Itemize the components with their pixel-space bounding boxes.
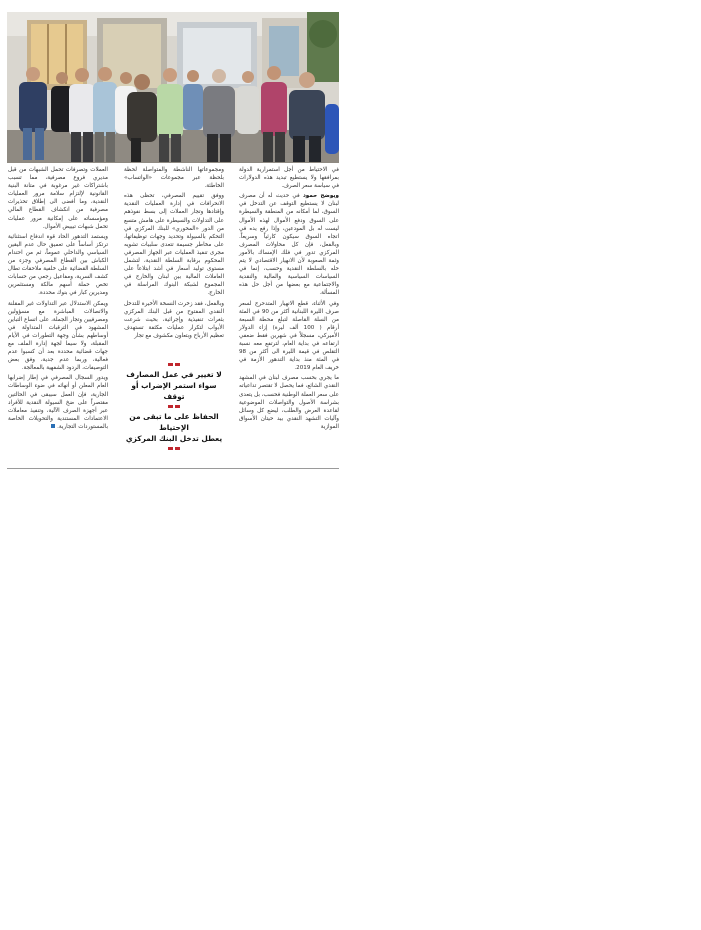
- paragraph: ما يجري بحسب مصرف لبنان في المشهد النقدي الشائع، فما يحصل لا تقتصر تداعياته على سعر العملة الوطنية فحسب، بل يتعدى بشراسة الأصول والتواصلات الموضوعية لقاعدة العرض والطلب، ليضع كل وسائل وآليات التشهد النقدي بيد حيتان الأسواق الموازية: [239, 375, 339, 430]
- paragraph: وفي الأثناء، قطع الانهيار المتدحرج لسعر صرف الليرة اللبنانية أكثر من 90 في المئة من السلة القاصلة لتبلغ محطة السبعة أرقام ( 100 ألف ليرة) إزاء الدولار الأميركي، مسجلاً في شهرين فقط ضعفي ارتفاعه في بداية العام، لترتفع معه نسبة التقلص في قيمة الليرة الى أكثر من 98 في المئة منذ بداية التدهور الأزمة في خريف العام 2019.: [239, 300, 339, 372]
- paragraph: [239, 192, 339, 297]
- paragraph-text: ويدور السجال المصرفي في إطار إضرابها العام المعلن أو أنهائه في ضوء الوساطات الجارية، فإن العمل سيبقى في الحالتين مقتصراً على ضخ السيولة النقدية للأفراد عبر أجهزة الصرف الآلية، وتنفيذ معاملات الاعتمادات المستندية والتحويلات الخاصة بالمستوردات التجارية.: [8, 375, 108, 430]
- article-column-left: [8, 166, 108, 433]
- paragraph-text: في حديث له أن مصرف لبنان لا يستطيع التوقف عن التدخل في السوق، لما أمكانه من المنطقة والسيطرة على السوق ودفع الأموال لهذه الأموال ليست له بل المودعين، وإذا رفع يده في اتجاه السوق سيكون كارثياً وسريعاً. وبالفعل، فإن كل محاولات المصرف المركزي تدور في فلك الإمساك بالأمور وثمة الصعوبة لأن الانهيار الاقتصادي لا يتم حله بالسلطة النقدية وحسب، إنما في السياسات السياسية والمالية والنقدية والاجتماعية مع بعضها من أجل حل هذه المسألة.: [239, 193, 339, 297]
- paragraph: ويمكن الاستدلال عبر التداولات غير المقلنة والاتصالات المباشرة مع مسؤولين ومصرفيين وتجار الجملة، على اتساع التباين المشهود في الترقبات المتداولة في أوساطهم بشأن وجهة التطورات في الأيام المقبلة، ولا سيما لجهة إدارة الملف مع جهات قضائية محددة بعد أن كسبوا عدم فعالية، وربما عدم جدية، وفق بعض التوصيفات، الردود الشفهية بالمعالجة.: [8, 300, 108, 372]
- quote-marker-icon: [124, 405, 224, 408]
- quote-marker-icon: [124, 447, 224, 450]
- paragraph: [8, 374, 108, 431]
- news-photo: [7, 12, 339, 163]
- pull-quote-line: الحفاظ على ما تبقى من الإحتياط: [129, 412, 219, 432]
- paragraph: ومجموعاتها الناشطة والمتواصلة لحظة بلحظة عبر مجموعات «الواتساب» الخاطئة.: [124, 167, 224, 190]
- paragraph: العملات وتصرفات تحمل الشبهات من قبل مديري فروع مصرفية، مما تسبب باشتراكات غير مرغوبة في متانة البنية القانونية لإلتزام سلامة مرور العمليات النقدية، وما أفضى الى إطلاق تحذيرات مصرفية من انكشاف القطاع المالي ومؤسساته على إمكانية مرور عمليات تحمل شبهات تبييض الأموال.: [8, 167, 108, 230]
- pull-quote: [124, 360, 224, 453]
- bottom-rule: [7, 468, 339, 469]
- paragraph: ووفق تقييم المصرفي، تحظى هذه الانحرافات في إدارة العمليات النقدية وإقتادها وتجار العملات إلى بسط نفوذهم على التداولات والسيطرة على هامش متسع من الدور «المحوري» للبنك المركزي في التحكم بالسيولة وتحديد وجهات توظيفاتها، على مخاطر جسيمة تتعدى سلبيات تشويه مجرى تنفيذ العمليات عبر الجهاز المصرفي المحكوم برقابة السلطة النقدية، لتشمل مستوى توليد أسعار في أشد ابتلاعاً على العاملات المالية بين لبنان والخارج في المجموع لشبكة البنوك المراسلة في الخارج.: [124, 193, 224, 297]
- quote-marker-icon: [124, 363, 224, 366]
- pull-quote-line: سواء استمر الإضراب أو توقف: [131, 381, 217, 401]
- article-end-icon: [51, 424, 55, 428]
- pull-quote-line: لا تغيير في عمل المصارف: [126, 370, 222, 379]
- paragraph: ويستمد التدهور الحاد قوة اندفاع استثنائية ترتكز أساساً على تعميق حال عدم اليقين السياسي والداخلي عموماً، ثم من احتدام الكباش بين القطاع المصرفي وجزء من السلطة القضائية على خلفية ملاحقات تطال كشف السرية، ومفاعيل رجعي من حسابات تخص حملة أسهم مالكة ومستثمرين ومديرين كبار في بنوك محددة.: [8, 233, 108, 297]
- article-column-middle: [124, 166, 224, 342]
- paragraph: في الاحتياط من أجل استمرارية الدولة بمرافقها ولا يستطيع تبديد هذه الدولارات في سياسة سعر الصرف.: [239, 167, 339, 190]
- source-name: ويوضح حمود: [302, 193, 339, 200]
- article-column-right: [239, 166, 339, 433]
- paragraph: وبالفعل، فقد زخرت النسخة الأخيرة للتدخل النقدي المفتوح من قبل البنك المركزي بثغرات تنفيذية وإجرائية، بحيث شرعت الأبواب لتكرار عمليات مكثفة تستهدف تعظيم الأرباح وبتعاون مكشوف مع تجار: [124, 300, 224, 339]
- pull-quote-line: يعطل تدخل البنك المركزي: [125, 434, 223, 443]
